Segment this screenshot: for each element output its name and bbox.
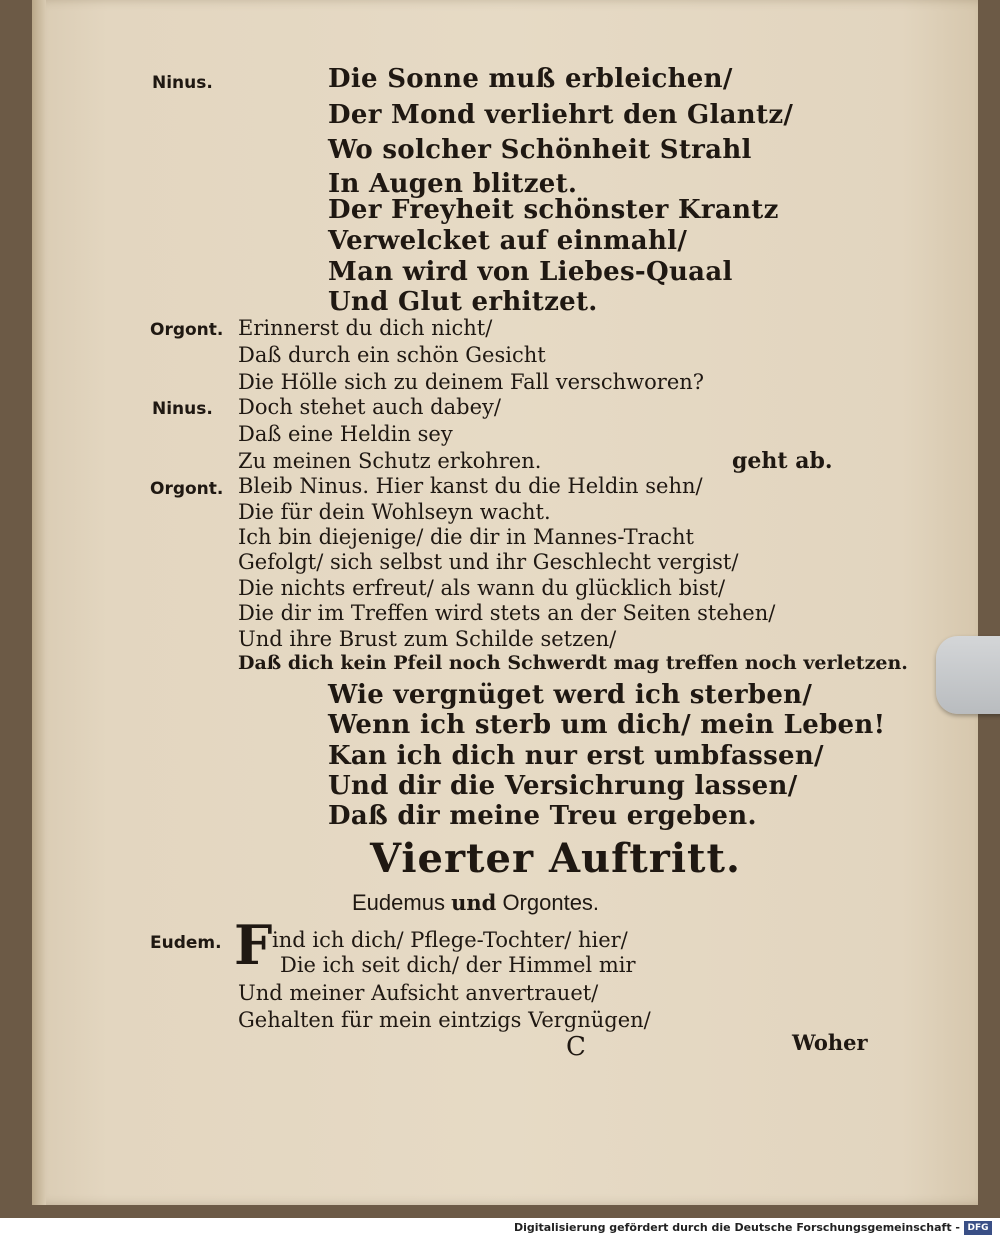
aria1-line-1: Die Sonne muß erbleichen/ [328,64,733,94]
aria2-line-2: Wenn ich sterb um dich/ mein Leben! [328,710,886,740]
aria2-line-1: Wie vergnüget werd ich sterben/ [328,680,813,710]
footer-bar [0,1218,1000,1239]
orgont2-line-1: Bleib Ninus. Hier kanst du die Heldin sehn/ [238,474,703,498]
drop-capital: F [234,913,273,977]
orgont2-line-8: Daß dich kein Pfeil noch Schwerdt mag treffen noch verletzen. [238,652,908,674]
dfg-logo-icon: DFG [964,1221,992,1235]
orgont2-line-6: Die dir im Treffen wird stets an der Seiten stehen/ [238,601,776,625]
aria1-line-4: In Augen blitzet. [328,169,578,199]
orgont1-line-3: Die Hölle sich zu deinem Fall verschworen? [238,370,705,394]
aria1-line-6: Verwelcket auf einmahl/ [328,226,688,256]
orgont2-line-7: Und ihre Brust zum Schilde setzen/ [238,627,617,651]
persons-conjunction: und [451,890,497,915]
ninus2-line-2: Daß eine Heldin sey [238,422,453,446]
speaker-orgont-2: Orgont. [150,479,224,499]
eudem-line-2: Die ich seit dich/ der Himmel mir [280,953,636,977]
signature-mark: C [566,1032,586,1062]
ninus2-line-1: Doch stehet auch dabey/ [238,395,501,419]
orgont2-line-3: Ich bin diejenige/ die dir in Mannes-Tracht [238,525,694,549]
ninus2-line-3: Zu meinen Schutz erkohren. [238,449,542,473]
person-orgontes: Orgontes. [502,890,600,915]
aria2-line-3: Kan ich dich nur erst umbfassen/ [328,741,824,771]
aria2-line-5: Daß dir meine Treu ergeben. [328,801,757,831]
page-gutter [32,0,46,1205]
footer-credit: Digitalisierung gefördert durch die Deutsche Forschungsgemeinschaft - [513,1221,960,1234]
eudem-line-3: Und meiner Aufsicht anvertrauet/ [238,981,599,1005]
eudem-line-1: ind ich dich/ Pflege-Tochter/ hier/ [272,928,628,952]
speaker-orgont-1: Orgont. [150,320,224,340]
orgont2-line-4: Gefolgt/ sich selbst und ihr Geschlecht vergist/ [238,550,739,574]
page-clip [936,636,1000,714]
aria1-line-8: Und Glut erhitzet. [328,287,598,317]
speaker-eudem: Eudem. [150,933,222,953]
person-eudemus: Eudemus [352,890,445,915]
catchword: Woher [792,1030,868,1055]
orgont2-line-5: Die nichts erfreut/ als wann du glücklich bist/ [238,576,726,600]
orgont1-line-1: Erinnerst du dich nicht/ [238,316,493,340]
scene-heading: Vierter Auftritt. [370,835,741,882]
speaker-ninus-1: Ninus. [152,73,213,93]
aria1-line-3: Wo solcher Schönheit Strahl [328,135,752,165]
orgont2-line-2: Die für dein Wohlseyn wacht. [238,500,551,524]
scene-persons [352,890,599,916]
eudem-line-4: Gehalten für mein eintzigs Vergnügen/ [238,1008,651,1032]
aria1-line-5: Der Freyheit schönster Krantz [328,195,779,225]
orgont1-line-2: Daß durch ein schön Gesicht [238,343,546,367]
aria1-line-7: Man wird von Liebes-Quaal [328,257,733,287]
stage-direction-exit: geht ab. [732,448,833,474]
aria2-line-4: Und dir die Versichrung lassen/ [328,771,798,801]
speaker-ninus-2: Ninus. [152,399,213,419]
aria1-line-2: Der Mond verliehrt den Glantz/ [328,100,794,130]
